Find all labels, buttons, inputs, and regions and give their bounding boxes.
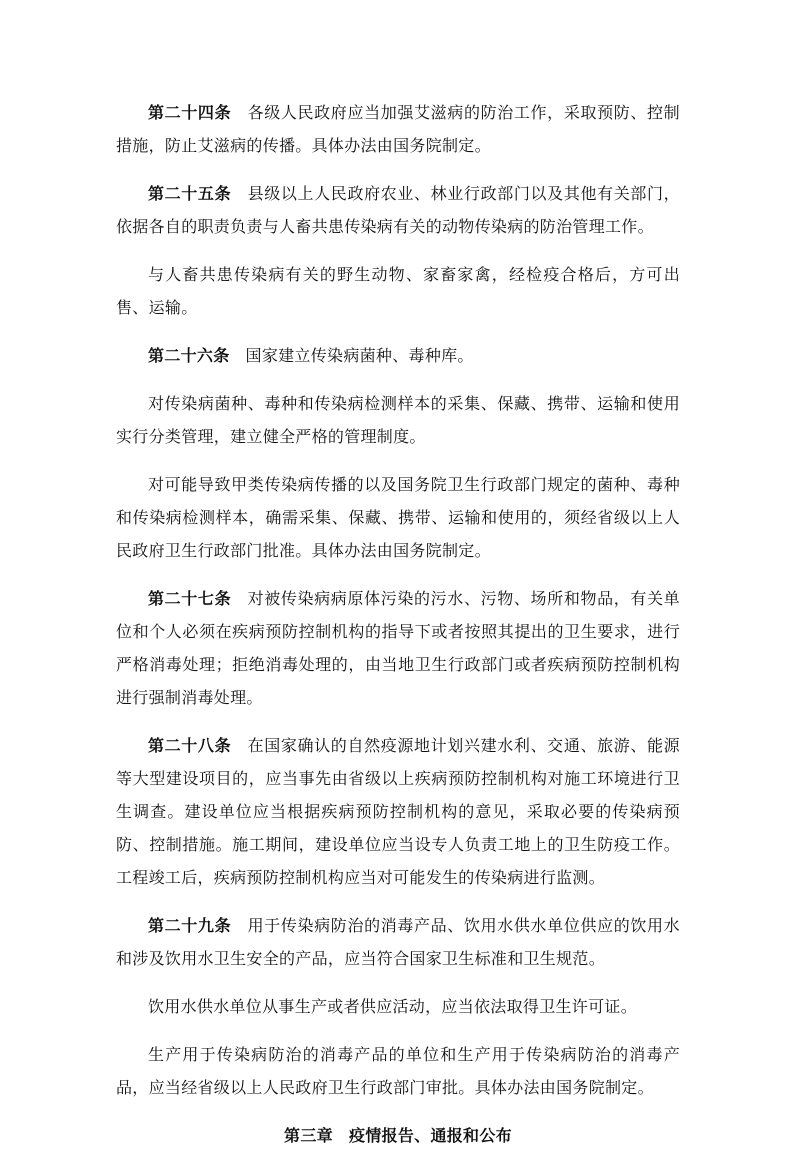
article-29-paragraph-2 bbox=[116, 990, 680, 1023]
article-label: 第二十八条 bbox=[148, 736, 232, 755]
article-26-paragraph-3 bbox=[116, 468, 680, 567]
article-28 bbox=[116, 729, 680, 894]
chapter-number: 第三章 bbox=[284, 1126, 333, 1145]
article-24 bbox=[116, 96, 680, 162]
article-25 bbox=[116, 177, 680, 243]
paragraph-text: 饮用水供水单位从事生产或者供应活动，应当依法取得卫生许可证。 bbox=[148, 997, 638, 1016]
article-text: 县级以上人民政府农业、林业行政部门以及其他有关部门，依据各自的职责负责与人畜共患传染病有关的动物传染病的防治管理工作。 bbox=[116, 184, 680, 236]
article-29 bbox=[116, 909, 680, 975]
article-text: 对被传染病病原体污染的污水、污物、场所和物品，有关单位和个人必须在疾病预防控制机构的指导下或者按照其提出的卫生要求，进行严格消毒处理；拒绝消毒处理的，由当地卫生行政部门或者疾病预防控制机构进行强制消毒处理。 bbox=[116, 589, 680, 707]
article-label: 第二十九条 bbox=[148, 916, 232, 935]
document-page bbox=[116, 96, 680, 1152]
paragraph-text: 与人畜共患传染病有关的野生动物、家畜家禽，经检疫合格后，方可出售、运输。 bbox=[116, 265, 680, 317]
paragraph-text: 对传染病菌种、毒种和传染病检测样本的采集、保藏、携带、运输和使用实行分类管理，建立健全严格的管理制度。 bbox=[116, 394, 680, 446]
chapter-heading bbox=[116, 1119, 680, 1152]
article-26-paragraph-2 bbox=[116, 387, 680, 453]
paragraph-text: 对可能导致甲类传染病传播的以及国务院卫生行政部门规定的菌种、毒种和传染病检测样本，确需采集、保藏、携带、运输和使用的，须经省级以上人民政府卫生行政部门批准。具体办法由国务院制定。 bbox=[116, 475, 680, 560]
article-label: 第二十六条 bbox=[148, 346, 230, 365]
article-text: 国家建立传染病菌种、毒种库。 bbox=[245, 346, 474, 365]
article-label: 第二十四条 bbox=[148, 103, 232, 122]
article-label: 第二十七条 bbox=[148, 589, 232, 608]
article-25-paragraph-2 bbox=[116, 258, 680, 324]
article-29-paragraph-3 bbox=[116, 1038, 680, 1104]
article-text: 用于传染病防治的消毒产品、饮用水供水单位供应的饮用水和涉及饮用水卫生安全的产品，应当符合国家卫生标准和卫生规范。 bbox=[116, 916, 680, 968]
chapter-title: 疫情报告、通报和公布 bbox=[348, 1126, 512, 1145]
article-text: 各级人民政府应当加强艾滋病的防治工作，采取预防、控制措施，防止艾滋病的传播。具体办法由国务院制定。 bbox=[116, 103, 680, 155]
paragraph-text: 生产用于传染病防治的消毒产品的单位和生产用于传染病防治的消毒产品，应当经省级以上人民政府卫生行政部门审批。具体办法由国务院制定。 bbox=[116, 1045, 680, 1097]
article-label: 第二十五条 bbox=[148, 184, 232, 203]
article-27 bbox=[116, 582, 680, 714]
article-26 bbox=[116, 339, 680, 372]
article-text: 在国家确认的自然疫源地计划兴建水利、交通、旅游、能源等大型建设项目的，应当事先由省级以上疾病预防控制机构对施工环境进行卫生调查。建设单位应当根据疾病预防控制机构的意见，采取必要的传染病预防、控制措施。施工期间，建设单位应当设专人负责工地上的卫生防疫工作。工程竣工后，疾病预防控制机构应当对可能发生的传染病进行监测。 bbox=[116, 736, 680, 887]
